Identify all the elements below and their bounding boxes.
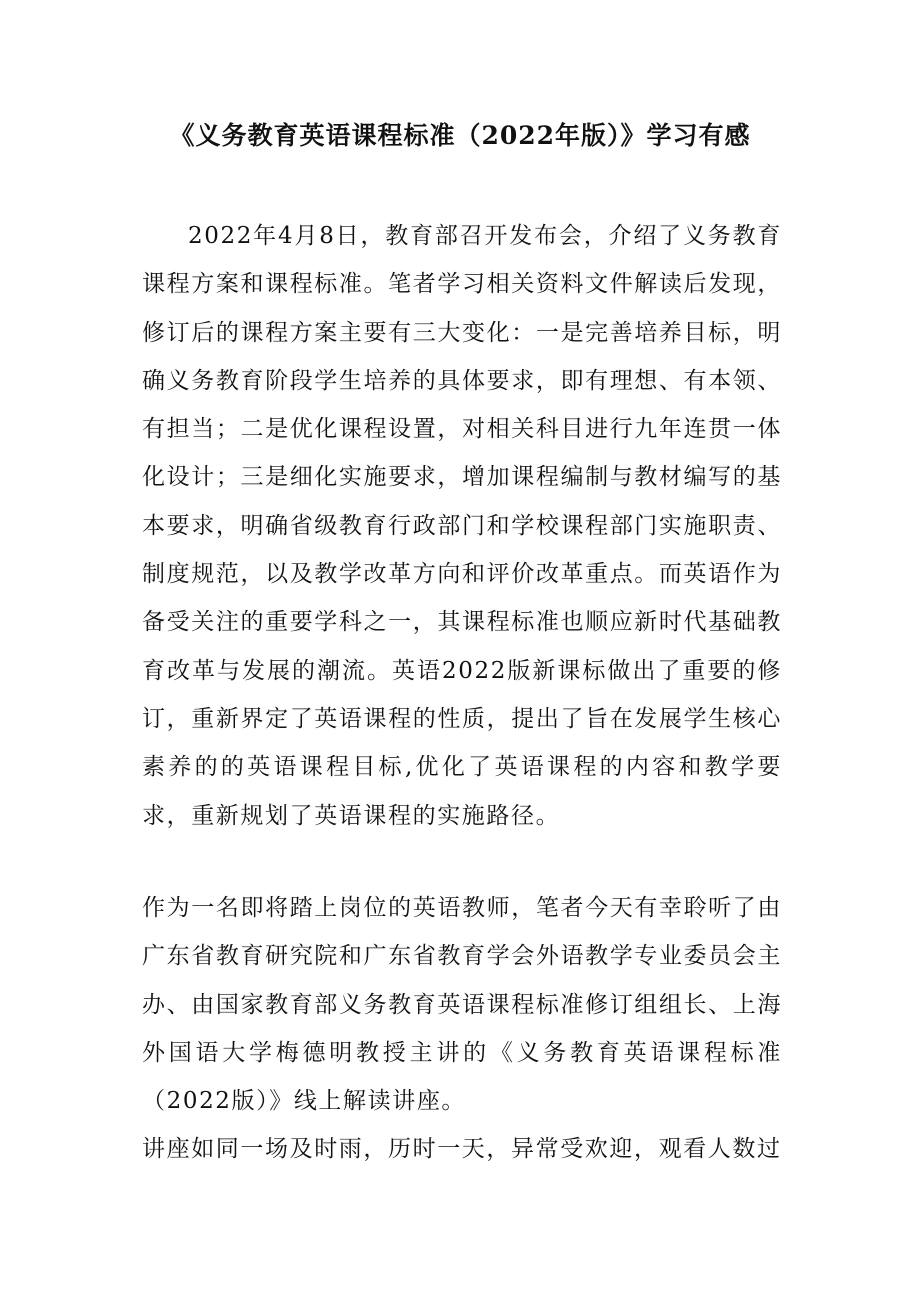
paragraph-2: 作为一名即将踏上岗位的英语教师，笔者今天有幸聆听了由广东省教育研究院和广东省教育学会外语教学专业委员会主办、由国家教育部义务教育英语课程标准修订组组长、上海外国语大学梅德明教授主讲的《义务教育英语课程标准（2022版）》线上解读讲座。	[142, 895, 782, 1115]
paragraph-3: 讲座如同一场及时雨，历时一天，异常受欢迎，观看人数过	[142, 1136, 782, 1162]
paragraph-1: 2022年4月8日，教育部召开发布会，介绍了义务教育课程方案和课程标准。笔者学习相关资料文件解读后发现，修订后的课程方案主要有三大变化：一是完善培养目标，明确义务教育阶段学生培养的具体要求，即有理想、有本领、有担当；二是优化课程设置，对相关科目进行九年连贯一体化设计；三是细化实施要求，增加课程编制与教材编写的基本要求，明确省级教育行政部门和学校课程部门实施职责、制度规范，以及教学改革方向和评价改革重点。而英语作为备受关注的重要学科之一，其课程标准也顺应新时代基础教育改革与发展的潮流。英语2022版新课标做出了重要的修订，重新界定了英语课程的性质，提出了旨在发展学生核心素养的的英语课程目标,优化了英语课程的内容和教学要求，重新规划了英语课程的实施路径。	[142, 223, 782, 829]
document-title: 《义务教育英语课程标准（2022年版）》学习有感	[169, 121, 751, 150]
